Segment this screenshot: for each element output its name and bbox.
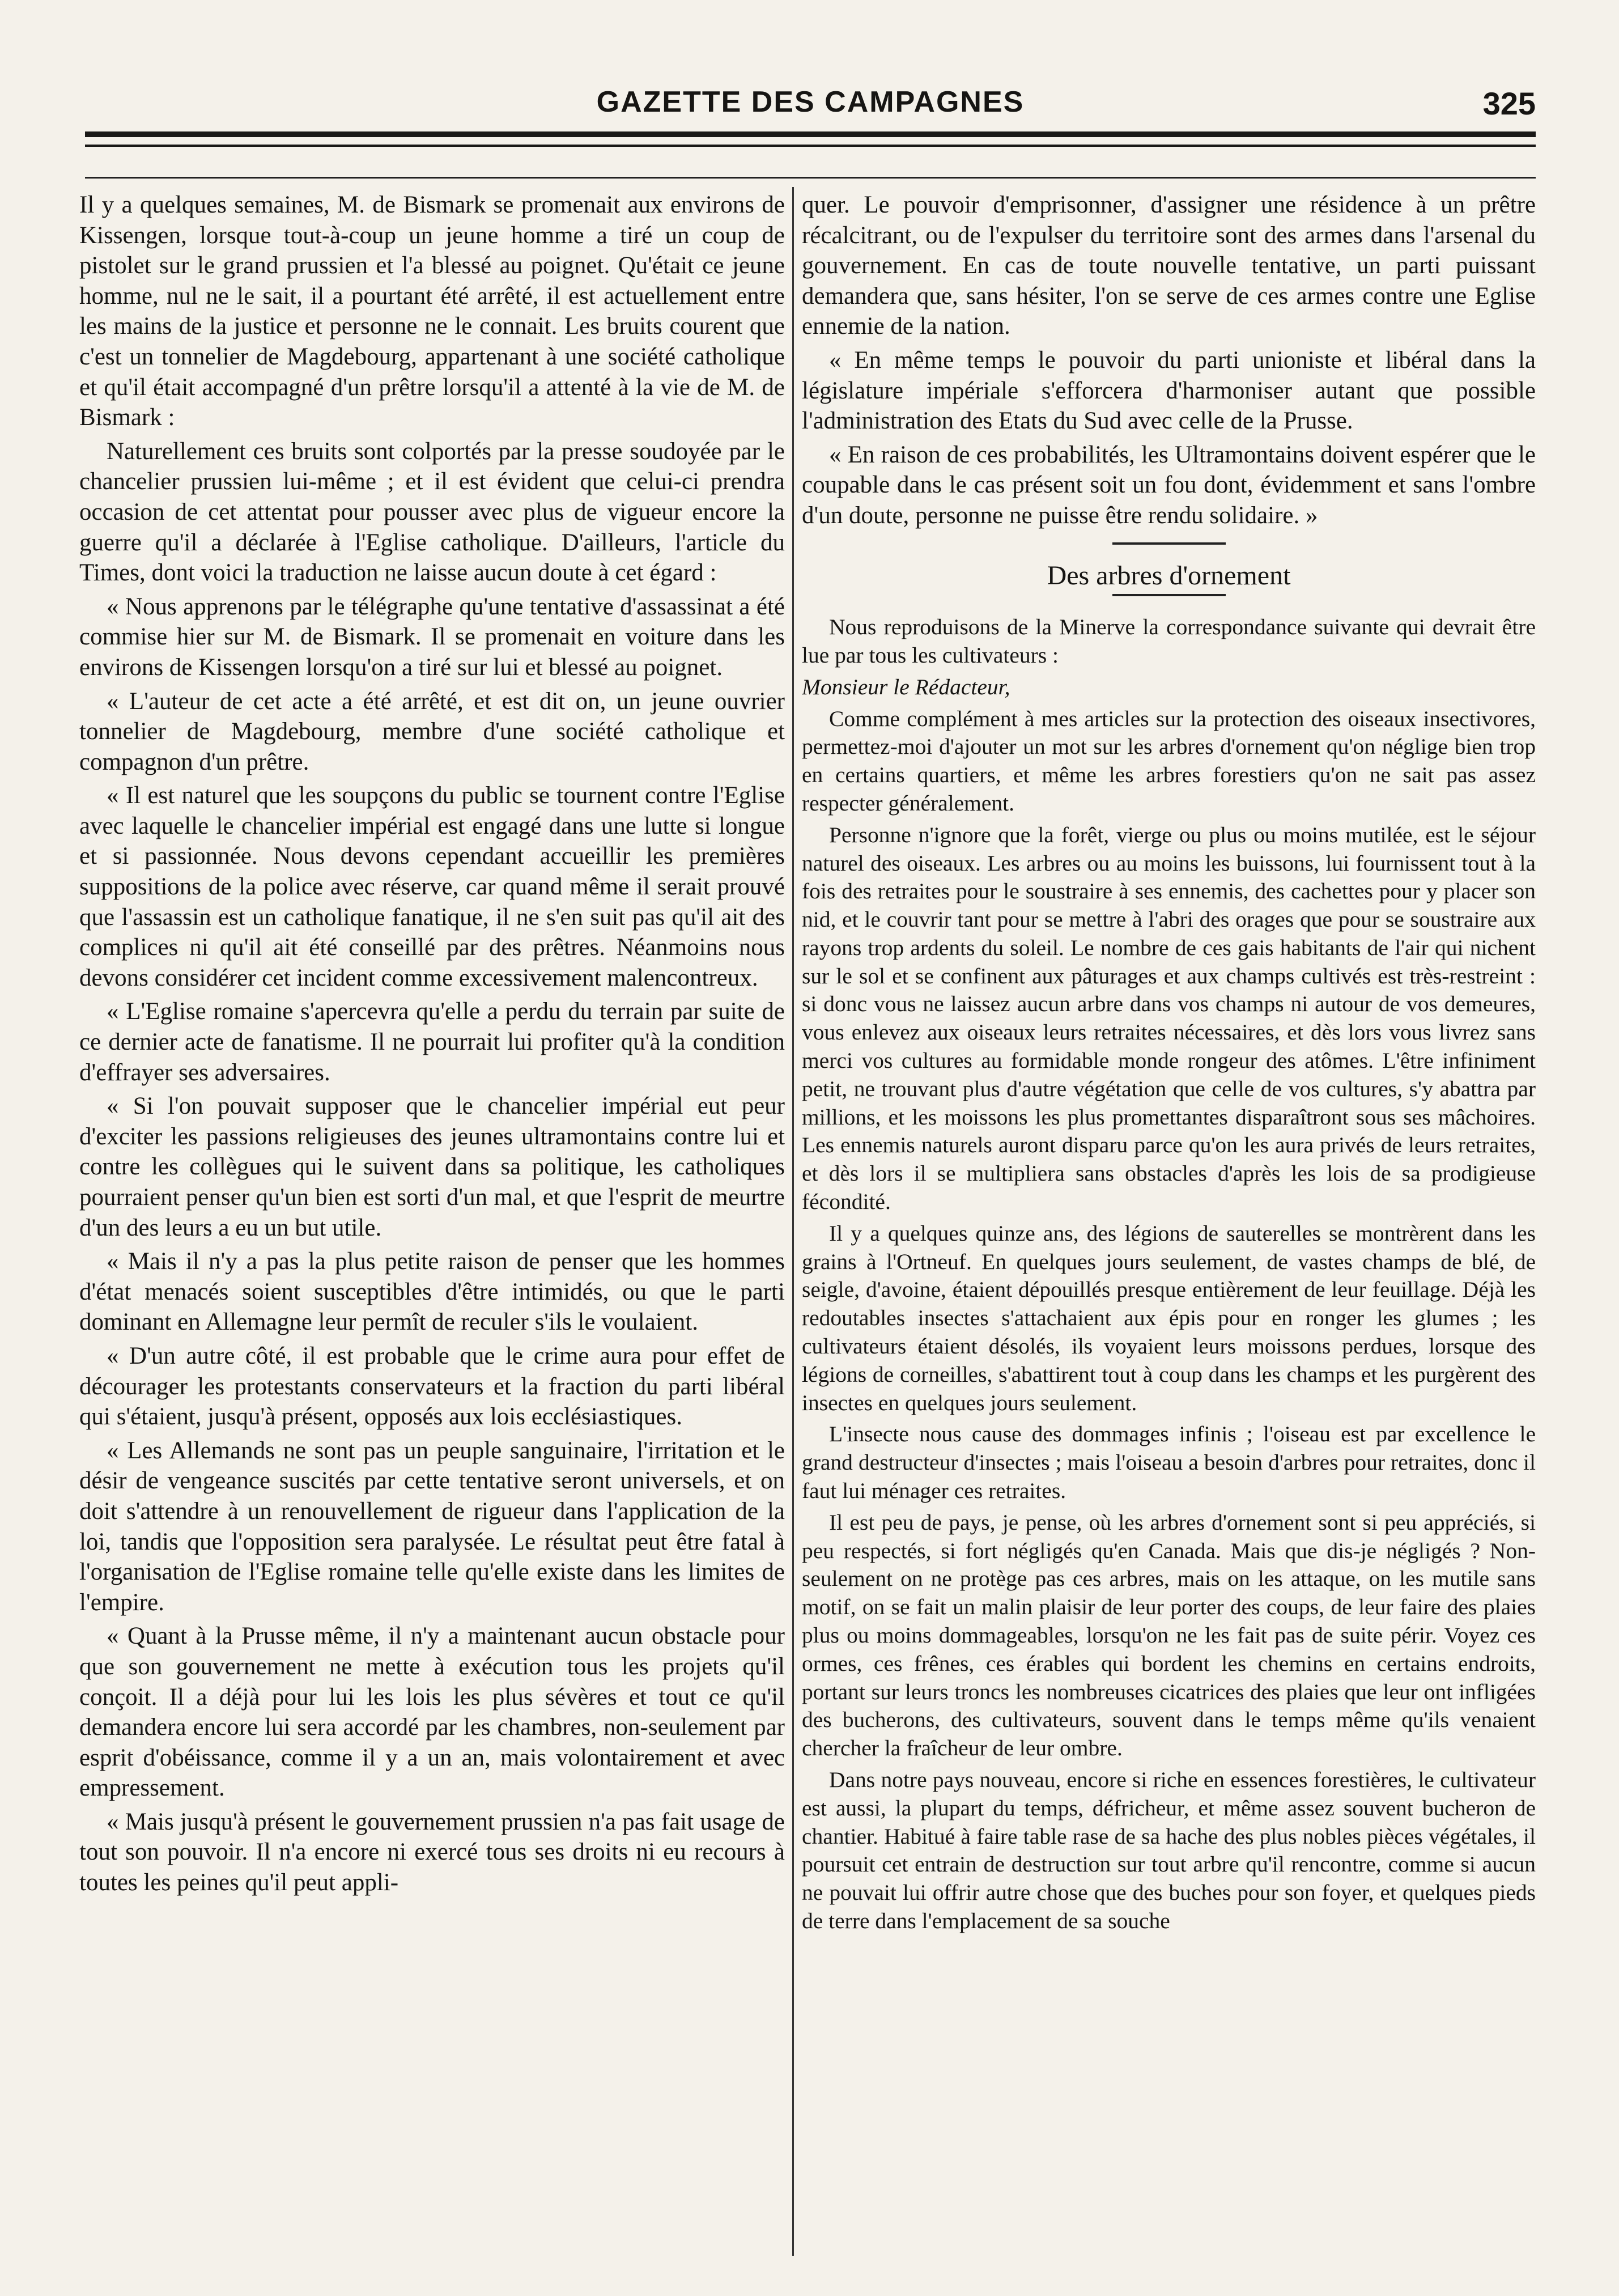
article-paragraph: « En raison de ces probabilités, les Ultramontains doivent espérer que le coupable dans le cas présent soit un fou dont, évidemment et sans l'ombre d'un doute, personne ne puisse être rendu solidaire. » [802,441,1536,529]
article-paragraph: « D'un autre côté, il est probable que le crime aura pour effet de décourager les protestants conservateurs et la fraction du parti libéral qui s'étaient, jusqu'à présent, opposés aux lois ecclésiastiques. [79,1342,785,1431]
section-body [802,613,1536,1936]
publication-title: GAZETTE DES CAMPAGNES [596,86,1025,118]
article-paragraph: Il y a quelques semaines, M. de Bismark se promenait aux environs de Kissengen, lorsque tout-à-coup un jeune homme a tiré un coup de pistolet sur le grand prussien et l'a blessé au poignet. Qu'était ce jeune homme, nul ne le sait, il a pourtant été arrêté, il est actuellement entre les mains de la justice et personne ne le connait. Les bruits courent que c'est un tonnelier de Magdebourg, appartenant à une société catholique et qu'il était accompagné d'un prêtre lorsqu'il a attenté à la vie de M. de Bismark : [79,192,785,431]
section-paragraph: Dans notre pays nouveau, encore si riche en essences forestières, le cultivateur est aussi, la plupart du temps, défricheur, et même assez souvent bucheron de chantier. Habitué à faire table rase de sa hache des plus nobles pièces végétales, il poursuit cet entrain de destruction sur tout arbre qu'il rencontre, comme si aucun ne pouvait lui offrir autre chose que des buches pour son foyer, et quelques pieds de terre dans l'emplacement de sa souche [802,1767,1536,1933]
section-paragraph: Il y a quelques quinze ans, des légions de sauterelles se montrèrent dans les grains à l'Ortneuf. En quelques jours seulement, de vastes champs de blé, de seigle, d'avoine, étaient dépouillés presque entièrement de leur feuillage. Déjà les redoutables insectes s'attachaient aux épis pour en ronger les glumes ; les cultivateurs étaient désolés, ils voyaient leurs moissons perdues, lorsque des légions de corneilles, s'abattirent tout à coup dans les champs et les purgèrent des insectes en quelques jours seulement. [802,1220,1536,1415]
page-number: 325 [1482,86,1536,121]
section-paragraph: Personne n'ignore que la forêt, vierge ou plus ou moins mutilée, est le séjour naturel des oiseaux. Les arbres ou au moins les buissons, lui fournissent tout à la fois des retraites pour le soustraire à ses ennemis, des cachettes pour y placer son nid, et le couvrir tant pour se mettre à l'abri des orages que pour se soustraire aux rayons trop ardents du soleil. Le nombre de ces gais habitants de l'air qui nichent sur le sol et se confinent aux pâturages et aux champs cultivés est très-restreint : si donc vous ne laissez aucun arbre dans vos champs ni autour de vos demeures, vous enlevez aux oiseaux leurs retraites nécessaires, et dès lors vous livrez sans merci vos cultures au formidable monde rongeur des atômes. L'être infiniment petit, ne trouvant plus d'autre végétation que celle de vos cultures, s'y abattra par millions, et les moissons les plus promettantes disparaîtront sous ses mâchoires. Les ennemis naturels auront disparu parce qu'on les aura privés de leurs retraites, et dès lors il se multipliera sans obstacles d'après les lois de sa prodigieuse fécondité. [802,822,1536,1215]
article-paragraph: « Il est naturel que les soupçons du public se tournent contre l'Eglise avec laquelle le chancelier impérial est engagé dans une lutte si longue et si passionnée. Nous devons cependant accueillir les premières suppositions de la police avec réserve, car quand même il serait prouvé que l'assassin est un catholique fanatique, il ne s'en suit pas qu'il ait des complices ni qu'il ait été conseillé par des prêtres. Néanmoins nous devons considérer cet incident comme excessivement malencontreux. [79,782,785,991]
header-rule-lower [85,177,1536,179]
section-paragraph: Comme complément à mes articles sur la protection des oiseaux insectivores, permettez-moi d'ajouter un mot sur les arbres d'ornement qu'on néglige bien trop en certains quartiers, et même les arbres forestiers qu'on ne sait pas assez respecter généralement. [802,706,1536,816]
article-paragraph: Naturellement ces bruits sont colportés par la presse soudoyée par le chancelier prussien lui-même ; et il est évident que celui-ci prendra occasion de cet attentat pour pousser avec plus de vigueur encore la guerre qu'il a déclarée à l'Eglise catholique. D'ailleurs, l'article du Times, dont voici la traduction ne laisse aucun doute à cet égard : [79,438,785,587]
section-salutation: Monsieur le Rédacteur, [802,674,1010,699]
article-paragraph: « Si l'on pouvait supposer que le chancelier impérial eut peur d'exciter les passions religieuses des jeunes ultramontains contre lui et contre les collègues qui le suivent dans sa politique, les catholiques pourraient penser qu'un bien est sorti d'un mal, et que l'esprit de meurtre d'un des leurs a eu un but utile. [79,1093,785,1241]
right-column [802,190,1536,2253]
section-paragraph: L'insecte nous cause des dommages infinis ; l'oiseau est par excellence le grand destructeur d'insectes ; mais l'oiseau a besoin d'arbres pour retraites, donc il faut lui ménager ces retraites. [802,1421,1536,1504]
article-paragraph: « Nous apprenons par le télégraphe qu'une tentative d'assassinat a été commise hier sur M. de Bismark. Il se promenait en voiture dans les environs de Kissengen lorsqu'on a tiré sur lui et blessé au poignet. [79,593,785,681]
article-paragraph: « Mais jusqu'à présent le gouvernement prussien n'a pas fait usage de tout son pouvoir. Il n'a encore ni exercé tous ses droits ni eu recours à toutes les peines qu'il peut appli- [79,1808,785,1896]
article-paragraph: « Mais il n'y a pas la plus petite raison de penser que les hommes d'état menacés soient susceptibles d'être intimidés, ou que le parti dominant en Allemagne leur permît de reculer s'ils le voulaient. [79,1248,785,1336]
section-paragraph: Il est peu de pays, je pense, où les arbres d'ornement sont si peu appréciés, si peu respectés, si fort négligés qu'en Canada. Mais que dis-je négligés ? Non-seulement on ne protège pas ces arbres, mais on les attaque, on les mutile sans motif, on se fait un malin plaisir de leur porter des coups, de leur faire des plaies plus ou moins dommageables, lorsqu'on ne les fait pas de suite périr. Voyez ces ormes, ces frênes, ces érables qui bordent les chemins en certains endroits, portant sur leurs troncs les nombreuses cicatrices des plaies que leur ont infligées des bucherons, des cultivateurs, souvent dans le temps même qu'ils venaient chercher la fraîcheur de leur ombre. [802,1509,1536,1761]
article-paragraph: « L'Eglise romaine s'apercevra qu'elle a perdu du terrain par suite de ce dernier acte de fanatisme. Il ne pourrait lui profiter qu'à la condition d'effrayer ses adversaires. [79,998,785,1086]
section-rule-bottom [1112,594,1226,596]
section-heading: Des arbres d'ornement [1047,560,1291,591]
article-paragraph: « Les Allemands ne sont pas un peuple sanguinaire, l'irritation et le désir de vengeance suscités par cette tentative seront universels, et on doit s'attendre à un renouvellement de rigueur dans l'application de la loi, tandis que l'opposition sera paralysée. Le résultat peut être fatal à l'organisation de l'Eglise romaine telle qu'elle existe dans les limites de l'empire. [79,1437,785,1616]
header-rule-thin [85,145,1536,147]
left-column [79,190,785,2253]
article-paragraph: « En même temps le pouvoir du parti unioniste et libéral dans la législature impériale s'efforcera d'harmoniser autant que possible l'administration des Etats du Sud avec celle de la Prusse. [802,346,1536,435]
article-paragraph: quer. Le pouvoir d'emprisonner, d'assigner une résidence à un prêtre récalcitrant, ou de l'expulser du territoire sont des armes dans l'arsenal du gouvernement. En cas de toute nouvelle tentative, un parti puissant demandera que, sans hésiter, l'on se serve de ces armes contre une Eglise ennemie de la nation. [802,192,1536,340]
article-paragraph: « L'auteur de cet acte a été arrêté, et est dit on, un jeune ouvrier tonnelier de Magdebourg, membre d'une société catholique et compagnon d'un prêtre. [79,687,785,775]
article-paragraph: « Quant à la Prusse même, il n'y a maintenant aucun obstacle pour que son gouvernement ne mette à exécution tous les projets qu'il conçoit. Il a déjà pour lui les lois les plus sévères et tout ce qu'il demandera encore lui sera accordé par les chambres, non-seulement par esprit d'obéissance, comme il y a un an, mais volontairement et avec empressement. [79,1623,785,1802]
section-intro: Nous reproduisons de la Minerve la correspondance suivante qui devrait être lue par tous les cultivateurs : [802,614,1536,668]
section-rule-top [1112,542,1226,545]
header-rule-thick [85,131,1536,137]
column-divider [792,187,794,2256]
